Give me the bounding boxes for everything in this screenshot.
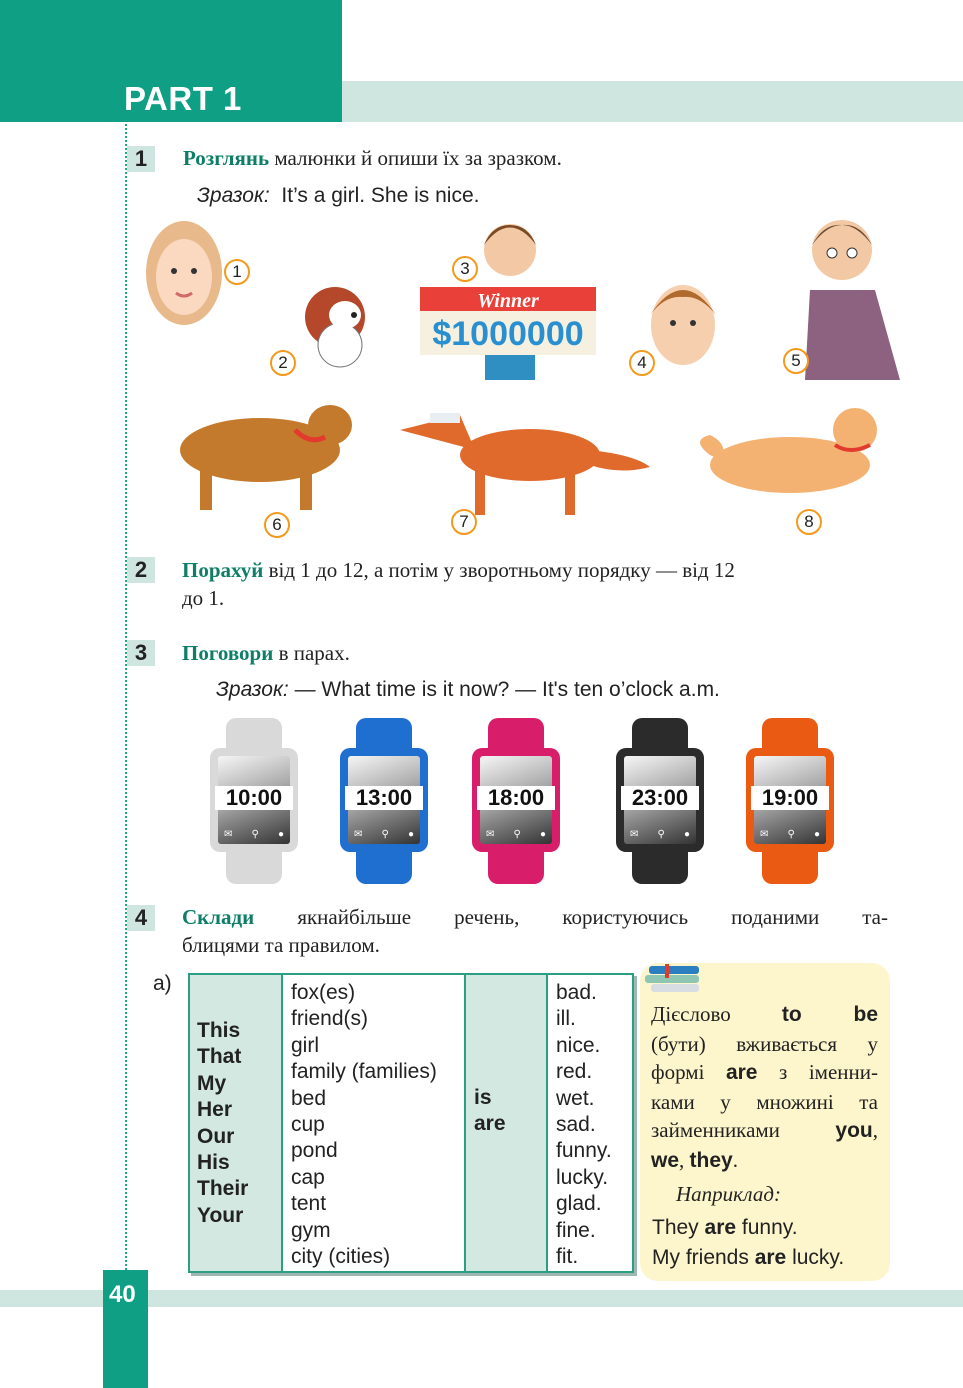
header-band bbox=[342, 81, 963, 122]
watch-case bbox=[210, 748, 298, 852]
watch-4 bbox=[614, 718, 706, 884]
search-icon: ⚲ bbox=[657, 829, 665, 840]
exercise-2-keyword: Порахуй bbox=[182, 558, 264, 582]
user-icon: ● bbox=[277, 829, 284, 840]
table-cell: are bbox=[474, 1112, 506, 1136]
table-cell: lucky. bbox=[556, 1165, 609, 1189]
table-cell: bed bbox=[291, 1086, 327, 1110]
exercise-3-keyword: Поговори bbox=[182, 641, 274, 665]
watch-case bbox=[340, 748, 428, 852]
user-icon: ● bbox=[407, 829, 414, 840]
exercise-4-instruction bbox=[182, 903, 888, 959]
table-cell: family (families) bbox=[291, 1060, 437, 1084]
table-cell: His bbox=[197, 1151, 230, 1175]
mail-icon: ✉ bbox=[224, 829, 233, 840]
girl-picture bbox=[146, 221, 222, 325]
example-text: They bbox=[652, 1216, 705, 1239]
exercise-1-number: 1 bbox=[127, 146, 155, 172]
sign-amount-text: $1000000 bbox=[432, 315, 584, 353]
winner-picture bbox=[420, 224, 596, 380]
mail-icon: ✉ bbox=[760, 829, 769, 840]
exercise-4-keyword: Склади bbox=[182, 905, 255, 929]
sample-label: Зразок: bbox=[216, 678, 289, 701]
picture-number-5: 5 bbox=[783, 348, 809, 374]
table-cell: Her bbox=[197, 1098, 233, 1122]
rule-text: формі bbox=[651, 1060, 726, 1084]
exercise-3-text: в парах. bbox=[273, 641, 350, 665]
part-a-label: а) bbox=[153, 972, 172, 995]
table-cell: red. bbox=[556, 1060, 593, 1084]
exercise-3-instruction bbox=[182, 639, 350, 667]
example-bold: are bbox=[754, 1246, 787, 1269]
table-cell: My bbox=[197, 1071, 227, 1095]
table-cell: is bbox=[474, 1086, 492, 1109]
page-number: 40 bbox=[109, 1281, 136, 1308]
table-cell: nice. bbox=[556, 1033, 601, 1057]
rule-bold: they bbox=[689, 1148, 733, 1172]
table-cell: fit. bbox=[556, 1245, 579, 1269]
watch-time: 10:00 bbox=[215, 786, 293, 810]
table-cell: cap bbox=[291, 1165, 325, 1189]
rule-bold: are bbox=[725, 1061, 758, 1084]
table-cell: Our bbox=[197, 1124, 235, 1148]
example-sentence-2 bbox=[652, 1246, 844, 1270]
table-column-determiners bbox=[190, 975, 283, 1271]
rule-text: ками у множині та bbox=[651, 1089, 878, 1114]
exercise-1-illustrations bbox=[130, 205, 930, 545]
picture-number-1: 1 bbox=[224, 259, 250, 285]
watch-1 bbox=[208, 718, 300, 884]
table-cell: friend(s) bbox=[291, 1007, 369, 1031]
rule-text: , bbox=[679, 1147, 690, 1172]
watch-case bbox=[746, 748, 834, 852]
sample-text: — What time is it now? — It's ten o’clock a.m. bbox=[294, 678, 720, 701]
sample-text: It’s a girl. She is nice. bbox=[281, 184, 480, 207]
search-icon: ⚲ bbox=[513, 829, 521, 840]
rule-bold: we bbox=[651, 1148, 680, 1172]
table-cell: Your bbox=[197, 1203, 244, 1227]
rule-text: Дієслово bbox=[651, 1002, 782, 1026]
user-icon: ● bbox=[683, 829, 690, 840]
example-sentence-1 bbox=[652, 1216, 798, 1240]
table-cell: ill. bbox=[556, 1007, 576, 1031]
exercise-2-text-line1: від 1 до 12, а потім у зворотньому порядку — від 12 bbox=[263, 558, 735, 582]
exercise-2-instruction bbox=[182, 556, 892, 612]
dog-picture bbox=[180, 405, 352, 510]
table-cell: fox(es) bbox=[291, 981, 356, 1004]
table-cell: gym bbox=[291, 1218, 331, 1242]
table-cell: This bbox=[197, 1019, 241, 1042]
mail-icon: ✉ bbox=[354, 829, 363, 840]
man-picture bbox=[805, 220, 900, 380]
exercise-4-text-line1: якнайбільше речень, користуючись поданими та- bbox=[254, 905, 888, 929]
rule-text: займенниками bbox=[651, 1118, 836, 1142]
mail-icon: ✉ bbox=[630, 829, 639, 840]
example-text: My friends bbox=[652, 1246, 755, 1269]
cat-picture bbox=[700, 408, 877, 493]
table-cell: sad. bbox=[556, 1113, 596, 1137]
sample-label: Зразок: bbox=[197, 184, 270, 207]
watch-time: 19:00 bbox=[751, 786, 829, 810]
picture-number-7: 7 bbox=[451, 509, 477, 535]
fox-picture bbox=[400, 413, 650, 515]
search-icon: ⚲ bbox=[251, 829, 259, 840]
exercise-2-number: 2 bbox=[127, 557, 155, 583]
table-cell: cup bbox=[291, 1113, 325, 1137]
rule-bold: to be bbox=[781, 1003, 878, 1026]
table-cell: bad. bbox=[556, 981, 597, 1004]
table-cell: pond bbox=[291, 1139, 338, 1163]
part-title: PART 1 bbox=[124, 80, 242, 117]
table-cell: That bbox=[197, 1045, 242, 1069]
watch-case bbox=[616, 748, 704, 852]
table-cell: funny. bbox=[556, 1139, 612, 1163]
example-bold: are bbox=[704, 1216, 737, 1239]
puppy-picture bbox=[305, 287, 365, 367]
watch-case bbox=[472, 748, 560, 852]
picture-number-6: 6 bbox=[264, 512, 290, 538]
rule-text: . bbox=[732, 1147, 738, 1172]
table-cell: tent bbox=[291, 1192, 327, 1216]
watch-3 bbox=[470, 718, 562, 884]
user-icon: ● bbox=[539, 829, 546, 840]
boy-picture bbox=[650, 285, 716, 365]
exercise-1-keyword: Розглянь bbox=[183, 146, 270, 170]
watch-time: 13:00 bbox=[345, 786, 423, 810]
user-icon: ● bbox=[813, 829, 820, 840]
rule-text: з іменни- bbox=[757, 1060, 878, 1084]
grammar-rule-text bbox=[651, 1000, 878, 1175]
sign-winner-text: Winner bbox=[477, 290, 539, 312]
example-text: funny. bbox=[736, 1216, 798, 1239]
watch-2 bbox=[338, 718, 430, 884]
mail-icon: ✉ bbox=[486, 829, 495, 840]
rule-bold: you bbox=[835, 1119, 873, 1142]
example-text: lucky. bbox=[786, 1246, 845, 1269]
table-column-adjectives bbox=[548, 975, 632, 1271]
table-cell: Their bbox=[197, 1177, 249, 1201]
table-cell: glad. bbox=[556, 1192, 602, 1216]
search-icon: ⚲ bbox=[381, 829, 389, 840]
watch-time: 23:00 bbox=[621, 786, 699, 810]
watch-time: 18:00 bbox=[477, 786, 555, 810]
exercise-1-text: малюнки й опиши їх за зразком. bbox=[269, 146, 562, 170]
books-icon bbox=[645, 962, 705, 998]
table-column-nouns bbox=[283, 975, 466, 1271]
example-label: Наприклад: bbox=[676, 1182, 781, 1206]
table-column-verbs bbox=[466, 975, 548, 1271]
picture-number-8: 8 bbox=[796, 509, 822, 535]
watch-5 bbox=[744, 718, 836, 884]
rule-text: , bbox=[872, 1118, 878, 1142]
table-cell: fine. bbox=[556, 1218, 596, 1242]
rule-text: (бути) вживається у bbox=[651, 1031, 878, 1056]
sentence-table bbox=[188, 973, 634, 1273]
exercise-3-sample bbox=[216, 678, 720, 702]
table-cell: city (cities) bbox=[291, 1245, 391, 1269]
exercise-4-text-line2: блицями та правилом. bbox=[182, 933, 380, 957]
picture-number-2: 2 bbox=[270, 350, 296, 376]
exercise-3-number: 3 bbox=[127, 640, 155, 666]
picture-number-4: 4 bbox=[629, 350, 655, 376]
exercise-4-number: 4 bbox=[127, 905, 155, 931]
exercise-1-instruction bbox=[183, 144, 562, 172]
search-icon: ⚲ bbox=[787, 829, 795, 840]
table-cell: girl bbox=[291, 1033, 320, 1057]
margin-dotted-line bbox=[125, 124, 127, 1270]
picture-number-3: 3 bbox=[452, 256, 478, 282]
exercise-2-text-line2: до 1. bbox=[182, 586, 225, 610]
table-cell: wet. bbox=[556, 1086, 595, 1110]
